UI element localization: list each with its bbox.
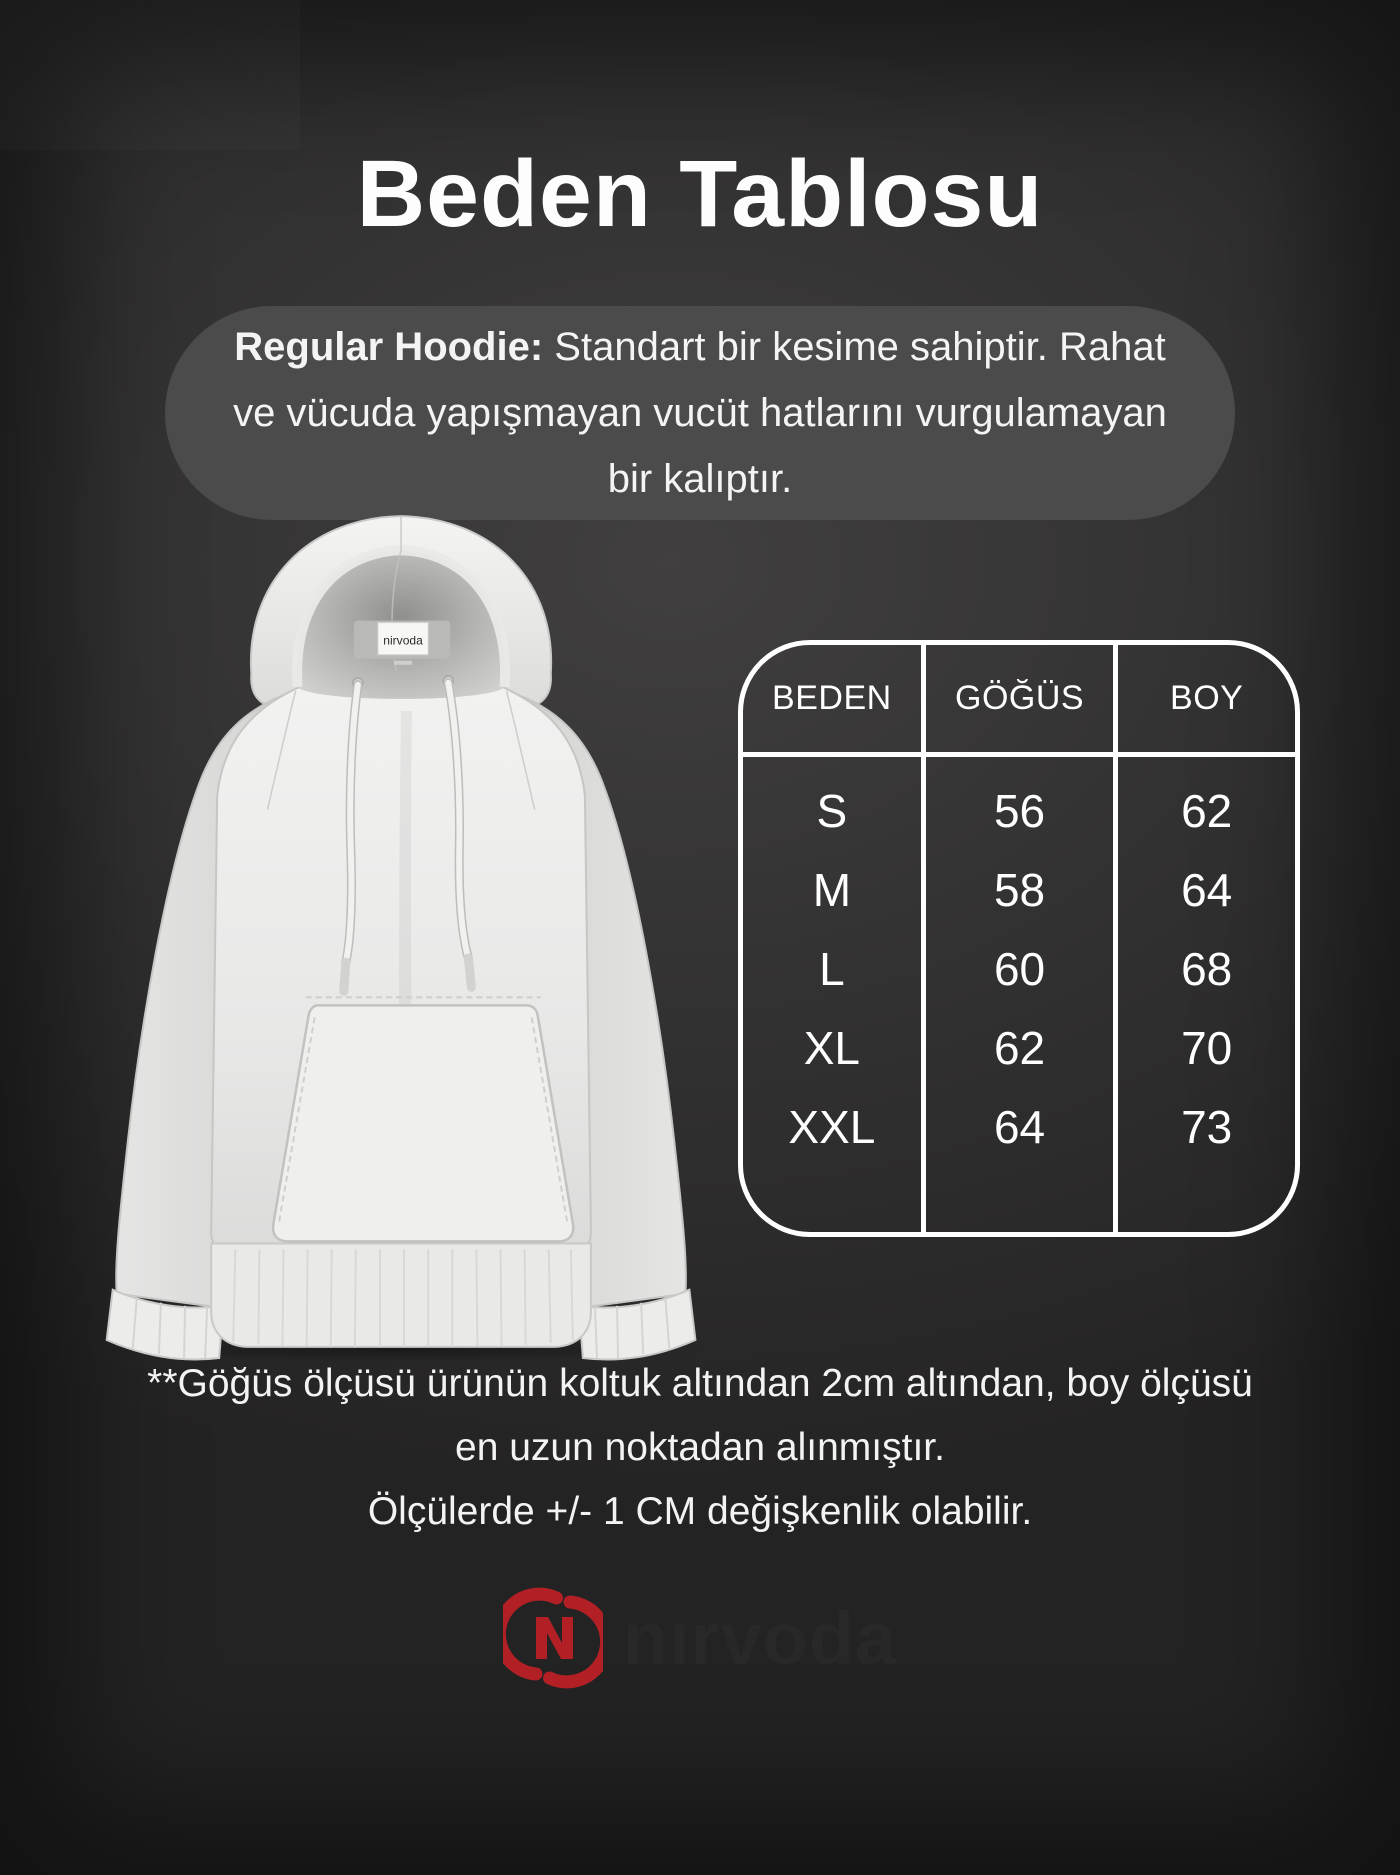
length-cell: 70 <box>1181 1021 1233 1074</box>
description-text <box>233 314 1167 512</box>
length-cell: 73 <box>1181 1100 1233 1153</box>
size-table-body-boy <box>1118 757 1295 1232</box>
chest-cell: 62 <box>993 1021 1046 1074</box>
background-texture <box>0 0 300 150</box>
length-cell: 68 <box>1181 942 1233 995</box>
description-line1: Standart bir kesime sahiptir. Rahat <box>554 325 1166 369</box>
description-lead: Regular Hoodie: <box>234 325 544 369</box>
chest-cell: 60 <box>993 942 1046 995</box>
size-table-body-beden <box>743 757 921 1232</box>
hoodie-product-image <box>58 498 722 1362</box>
right-aglet <box>468 958 471 987</box>
measurement-footnote <box>0 1352 1400 1544</box>
chest-cell: 56 <box>993 784 1046 837</box>
footnote-line3: Ölçülerde +/- 1 CM değişkenlik olabilir. <box>367 1490 1033 1533</box>
brand-name: nırvoda <box>622 1596 898 1680</box>
size-cell: L <box>819 942 845 995</box>
footnote-line1: **Göğüs ölçüsü ürünün koltuk altından 2cm altından, boy ölçüsü <box>147 1362 1253 1405</box>
size-table-column-boy <box>1113 645 1295 1232</box>
brand-logo <box>0 1586 1400 1690</box>
neck-size-tag <box>394 661 412 665</box>
neck-label-text: nirvoda <box>383 633 423 648</box>
chest-cell: 58 <box>993 863 1046 916</box>
description-pill <box>165 306 1235 520</box>
left-aglet <box>344 962 346 991</box>
page-title: Beden Tablosu <box>356 141 1044 247</box>
length-cell: 64 <box>1181 863 1233 916</box>
size-table-body-gogus <box>926 757 1114 1232</box>
size-table-column-beden <box>743 645 921 1232</box>
nirvoda-emblem-icon <box>503 1586 603 1690</box>
size-cell: XXL <box>788 1100 876 1153</box>
size-table-header-beden: BEDEN <box>743 645 921 757</box>
hem-band <box>211 1243 591 1346</box>
size-cell: XL <box>803 1021 860 1074</box>
size-table-header-boy: BOY <box>1118 645 1295 757</box>
size-cell: M <box>812 863 852 916</box>
size-cell: S <box>816 784 848 837</box>
kangaroo-pocket <box>273 1005 573 1241</box>
size-table-header-gogus: GÖĞÜS <box>926 645 1114 757</box>
chest-cell: 64 <box>993 1100 1046 1153</box>
length-cell: 62 <box>1181 784 1233 837</box>
size-table <box>738 640 1300 1237</box>
size-table-column-gogus <box>921 645 1114 1232</box>
description-line3: bir kalıptır. <box>607 457 793 501</box>
footnote-line2: en uzun noktadan alınmıştır. <box>455 1426 945 1469</box>
description-line2: ve vücuda yapışmayan vucüt hatlarını vurgulamayan <box>233 391 1167 435</box>
